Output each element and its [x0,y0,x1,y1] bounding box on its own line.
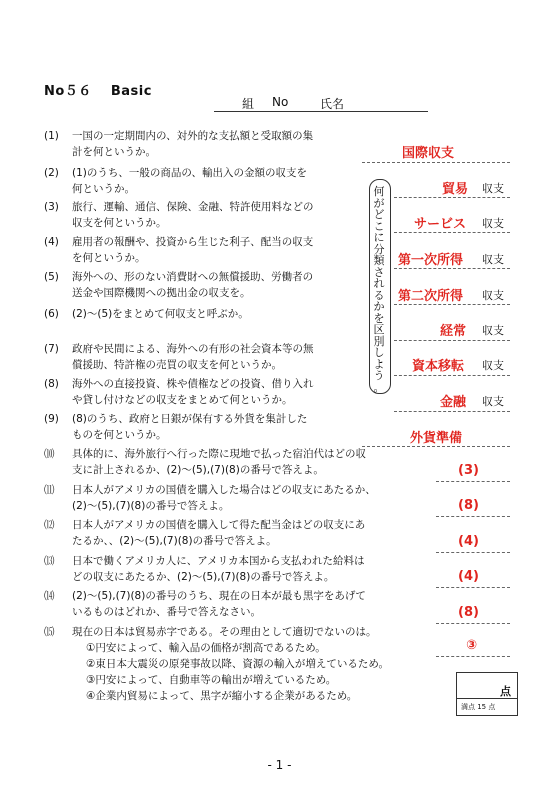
question-number: (9) [44,413,59,425]
worksheet-title [44,80,152,99]
answer-suffix: 収支 [482,289,504,302]
answer-line-8[interactable] [394,411,510,412]
answer-suffix: 収支 [482,182,504,195]
question-number: (1) [44,130,59,142]
answer-12: (4) [458,534,479,549]
question-number: ⒂ [44,626,55,638]
name-field[interactable] [214,95,428,112]
score-box[interactable] [456,672,518,716]
question-number: ⑽ [44,448,55,460]
hint-char: を [373,311,385,325]
answer-11: (8) [458,498,479,513]
answer-line-13[interactable] [436,587,510,588]
question-number: ⒀ [44,555,55,567]
answer-line-15[interactable] [436,656,510,657]
answer-line-1[interactable] [362,162,510,163]
answer-line-10[interactable] [436,481,510,482]
answer-8: 金融 [440,395,467,410]
question-text: (1)のうち、一般の商品の、輸出入の金額の収支を 何というか。 [72,167,307,195]
answer-line-14[interactable] [436,623,510,624]
class-label: 組 [242,97,255,111]
question-number: (7) [44,343,59,355]
hint-char: る [373,288,385,302]
question-number: (3) [44,201,59,213]
answer-line-7[interactable] [394,375,510,376]
answer-10: (3) [458,463,479,478]
answer-suffix: 収支 [482,359,504,372]
question-text: 海外への直接投資、株や債権などの投資、借り入れ や貸し付けなどの収支をまとめて何というか。 [72,378,314,406]
hint-char: 区 [373,323,385,336]
question-number: (8) [44,378,59,390]
question-number: (4) [44,236,59,248]
score-divider [457,698,517,699]
hint-char: 何 [373,185,385,198]
question-text: 旅行、運輸、通信、保険、金融、特許使用料などの 収支を何というか。 [72,201,314,229]
question-text: 現在の日本は貿易赤字である。その理由として適切でないのは。 [72,626,377,638]
hint-char: が [373,196,385,210]
answer-line-9[interactable] [362,446,510,447]
hint-char: 類 [373,254,385,267]
answer-line-5[interactable] [394,304,510,305]
answer-3: サービス [414,217,467,232]
question-number: (6) [44,308,59,320]
answer-1: 国際収支 [402,146,455,161]
hint-char: 別 [373,334,385,348]
hint-vertical-text [369,186,389,393]
answer-line-3[interactable] [394,232,510,233]
hint-char: し [373,346,385,359]
option-1: ①円安によって、輸入品の価格が割高であるため。 [86,642,326,654]
hint-char: 分 [373,242,385,256]
answer-suffix: 収支 [482,395,504,408]
question-text: 海外への、形のない消費財への無償援助、労働者の 送金や国際機関への拠出金の収支を。 [72,271,314,299]
hint-char: ど [373,208,385,221]
question-text: (2)～(5)をまとめて何収支と呼ぶか。 [72,308,249,320]
answer-6: 経常 [440,324,467,339]
full-marks: 満点 15 点 [461,703,496,711]
question-number: (5) [44,271,59,283]
question-text: (8)のうち、政府と日銀が保有する外貨を集計した ものを何というか。 [72,413,308,441]
option-4: ④企業内貿易によって、黒字が縮小する企業があるため。 [86,690,358,702]
score-points-label: 点 [500,685,511,698]
hint-char: れ [373,277,385,290]
answer-suffix: 収支 [482,253,504,266]
page-number: - 1 - [267,758,292,772]
answer-line-6[interactable] [394,340,510,341]
answer-9: 外貨準備 [410,431,463,446]
no-label: No [272,95,289,109]
answer-4: 第一次所得 [398,253,464,268]
question-text: 日本で働くアメリカ人に、アメリカ本国から支払われた給料は どの収支にあたるか、(2)～(5),(7)(8)の番号で答えよ。 [72,555,365,583]
answer-2: 貿易 [442,182,469,197]
question-text: 雇用者の報酬や、投資から生じた利子、配当の収支 を何というか。 [72,236,314,264]
hint-char: に [373,231,385,244]
worksheet-number: No５６ [44,84,92,99]
answer-suffix: 収支 [482,324,504,337]
hint-char: う [373,369,385,382]
question-number: (2) [44,167,59,179]
answer-14: (8) [458,605,479,620]
name-label: 氏名 [320,97,345,111]
question-text: 具体的に、海外旅行へ行った際に現地で払った宿泊代はどの収 支に計上されるか、(2)～(5),(7)(8)の番号で答えよ。 [72,448,366,476]
option-2: ②東日本大震災の原発事故以降、資源の輸入が増えているため。 [86,658,389,670]
hint-char: よ [373,357,385,371]
question-text: (2)～(5),(7)(8)の番号のうち、現在の日本が最も黒字をあげて いるものはどれか、番号で答えなさい。 [72,590,366,618]
worksheet-level: Basic [110,84,152,99]
question-text: 日本人がアメリカの国債を購入して得た配当金はどの収支にあ たるか、、(2)～(5),(7)(8)の番号で答えよ。 [72,519,366,547]
question-number: ⑿ [44,519,55,531]
answer-line-2[interactable] [394,197,510,198]
answer-line-11[interactable] [436,516,510,517]
question-text: 日本人がアメリカの国債を購入した場合はどの収支にあたるか、 (2)～(5),(7)(8)の番号で答えよ。 [72,484,376,512]
hint-char: か [373,300,385,313]
answer-line-4[interactable] [394,268,510,269]
answer-13: (4) [458,569,479,584]
hint-char: こ [373,219,385,233]
answer-5: 第二次所得 [398,289,464,304]
answer-line-12[interactable] [436,552,510,553]
answer-suffix: 収支 [482,217,504,230]
question-text: 政府や民間による、海外への有形の社会資本等の無 償援助、特許権の売買の収支を何というか。 [72,343,314,371]
question-text: 一国の一定期間内の、対外的な支払額と受取額の集 計を何というか。 [72,130,314,158]
hint-char: さ [373,265,385,279]
option-3: ③円安によって、自動車等の輸出が増えているため。 [86,674,337,686]
answer-7: 資本移転 [412,359,465,374]
answer-15: ③ [466,638,478,653]
question-number: ⒁ [44,590,55,602]
question-number: ⑾ [44,484,55,496]
hint-char: 。 [373,380,385,394]
